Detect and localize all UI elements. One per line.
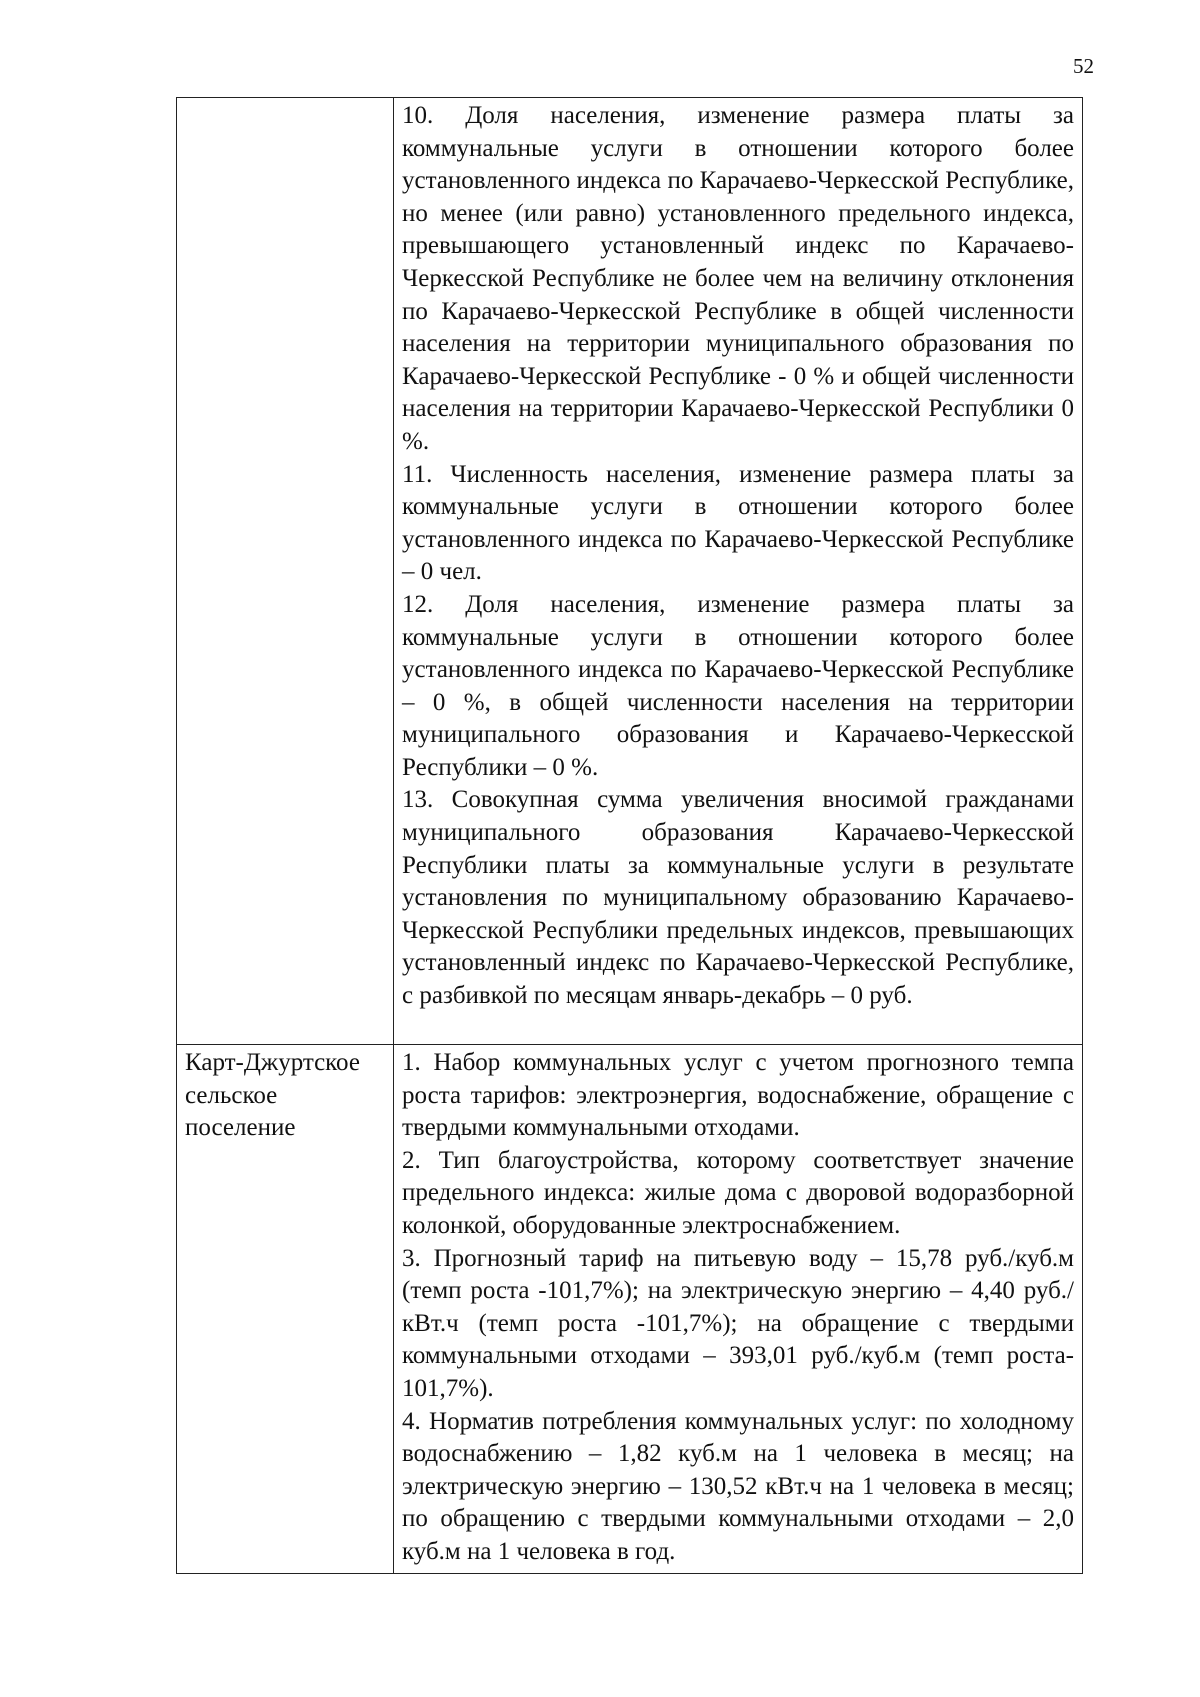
municipality-table	[176, 97, 1083, 1574]
table-row	[177, 1045, 1083, 1574]
paragraph-item-10: 10. Доля населения, изменение размера платы за коммунальные услуги в отношении которого более установленного индекса по Карачаево-Черкесской Республике, но менее (или равно) установленного предельного индекса, превышающего установленный индекс по Карачаево-Черкесской Республике не более чем на величину отклонения по Карачаево-Черкесской Республике в общей численности населения на территории муниципального образования по Карачаево-Черкесской Республике - 0 % и общей численности населения на территории Карачаево-Черкесской Республики 0 %.	[402, 102, 1074, 455]
paragraph-item-4: 4. Норматив потребления коммунальных услуг: по холодному водоснабжению – 1,82 куб.м на 1 человека в месяц; на электрическую энергию – 130,52 кВт.ч на 1 человека в месяц; по обращению с твердыми коммунальными отходами – 2,0 куб.м на 1 человека в год.	[402, 1407, 1074, 1565]
table-row	[177, 98, 1083, 1045]
paragraph-item-11: 11. Численность населения, изменение размера платы за коммунальные услуги в отношении которого более установленного индекса по Карачаево-Черкесской Республике – 0 чел.	[402, 460, 1074, 586]
paragraph-item-13: 13. Совокупная сумма увеличения вносимой гражданами муниципального образования Карачаево-Черкесской Республики платы за коммунальные услуги в результате установления по муниципальному образованию Карачаево-Черкесской Республики предельных индексов, превышающих установленный индекс по Карачаево-Черкесской Республике, с разбивкой по месяцам январь-декабрь – 0 руб.	[402, 786, 1074, 1010]
paragraph-item-1: 1. Набор коммунальных услуг с учетом прогнозного темпа роста тарифов: электроэнергия, водоснабжение, обращение с твердыми коммунальными отходами.	[402, 1049, 1074, 1142]
parameters-cell	[394, 98, 1083, 1045]
page-number: 52	[1073, 54, 1094, 78]
paragraph-item-12: 12. Доля населения, изменение размера платы за коммунальные услуги в отношении которого более установленного индекса по Карачаево-Черкесской Республике – 0 %, в общей численности населения на территории муниципального образования и Карачаево-Черкесской Республики – 0 %.	[402, 590, 1074, 781]
paragraph-item-3: 3. Прогнозный тариф на питьевую воду – 15,78 руб./куб.м (темп роста -101,7%); на электрическую энергию – 4,40 руб./кВт.ч (темп роста -101,7%); на обращение с твердыми коммунальными отходами – 393,01 руб./куб.м (темп роста- 101,7%).	[402, 1244, 1074, 1402]
municipality-cell	[177, 98, 394, 1045]
paragraph-item-2: 2. Тип благоустройства, которому соответствует значение предельного индекса: жилые дома с дворовой водоразборной колонкой, оборудованные электроснабжением.	[402, 1146, 1074, 1239]
parameters-cell	[394, 1045, 1083, 1574]
municipality-cell: Карт-Джуртское сельское поселение	[177, 1045, 394, 1574]
